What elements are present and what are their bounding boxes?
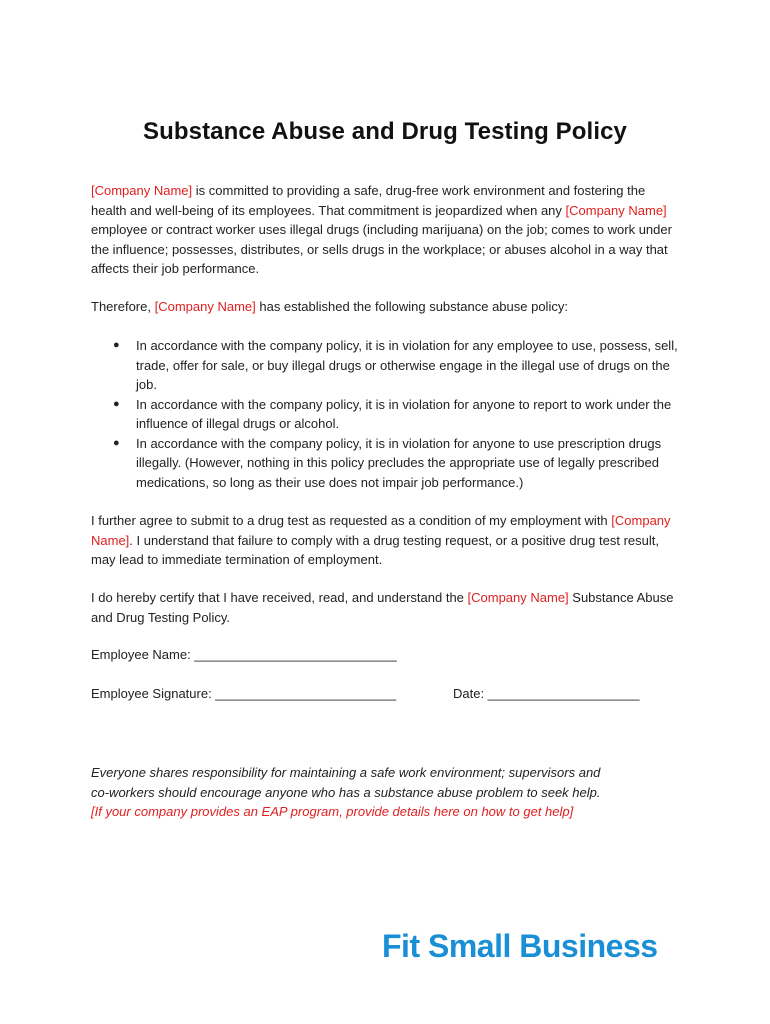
- bullet-text: In accordance with the company policy, it is in violation for anyone to use prescription drugs illegally. (However, nothing in this policy precludes the appropriate use of legally prescribed medications, so long as their use does not impair job performance.): [136, 435, 662, 490]
- list-item: [91, 336, 681, 395]
- fit-small-business-logo: Fit Small Business: [382, 928, 658, 964]
- intro-text-part-1: is committed to providing a safe, drug-free work environment and fostering the health and well-being of its employees. That commitment is jeopardized when any: [91, 183, 646, 218]
- agreement-part-1: I further agree to submit to a drug test as requested as a condition of my employment with: [91, 513, 612, 528]
- company-name-placeholder: [Company Name]: [565, 202, 667, 218]
- bullet-icon: ●: [113, 436, 120, 449]
- date-field[interactable]: Date: _____________________: [453, 686, 640, 701]
- note-line: co-workers should encourage anyone who has a substance abuse problem to seek help.: [91, 784, 601, 800]
- agreement-paragraph: [91, 511, 681, 570]
- document-title: Substance Abuse and Drug Testing Policy: [143, 118, 627, 145]
- responsibility-note: [91, 763, 681, 822]
- certification-paragraph: [91, 588, 681, 627]
- policy-lead-part-1: Therefore,: [91, 299, 155, 314]
- company-name-placeholder: [Company Name]: [154, 299, 256, 314]
- policy-lead-part-2: has established the following substance abuse policy:: [255, 299, 568, 314]
- employee-name-field[interactable]: Employee Name: ____________________________: [91, 647, 397, 662]
- bullet-text: In accordance with the company policy, it is in violation for any employee to use, possess, sell, trade, offer for sale, or buy illegal drugs or otherwise engage in the illegal use of drugs on the job.: [136, 338, 678, 392]
- list-item: [91, 395, 681, 434]
- certification-part-2: Substance Abuse and Drug Testing Policy.: [91, 590, 674, 625]
- employee-signature-field[interactable]: Employee Signature: _________________________: [91, 686, 397, 701]
- certification-part-1: I do hereby certify that I have received, read, and understand the: [91, 590, 468, 605]
- eap-placeholder: [If your company provides an EAP program, provide details here on how to get help]: [91, 804, 574, 819]
- company-name-placeholder: [Company Name]: [91, 183, 193, 198]
- note-line: Everyone shares responsibility for maintaining a safe work environment; supervisors and: [91, 765, 601, 780]
- agreement-part-2: . I understand that failure to comply with a drug testing request, or a positive drug test result, may lead to immediate termination of employment.: [91, 532, 659, 567]
- bullet-text: In accordance with the company policy, it is in violation for anyone to report to work under the influence of illegal drugs or alcohol.: [136, 396, 672, 431]
- company-name-placeholder: [Company Name]: [467, 590, 569, 605]
- intro-text-part-2: employee or contract worker uses illegal drugs (including marijuana) on the job; comes to work under the influence; possesses, distributes, or sells drugs in the workplace; or abuses alcohol in a way that affects their job performance.: [91, 222, 672, 276]
- intro-paragraph: [91, 181, 681, 279]
- list-item: [91, 434, 681, 493]
- bullet-icon: ●: [113, 339, 120, 351]
- policy-bullet-list: [91, 336, 681, 492]
- company-name-placeholder: [Company Name]: [91, 513, 671, 548]
- bullet-icon: ●: [113, 397, 120, 410]
- policy-lead-paragraph: [91, 297, 681, 317]
